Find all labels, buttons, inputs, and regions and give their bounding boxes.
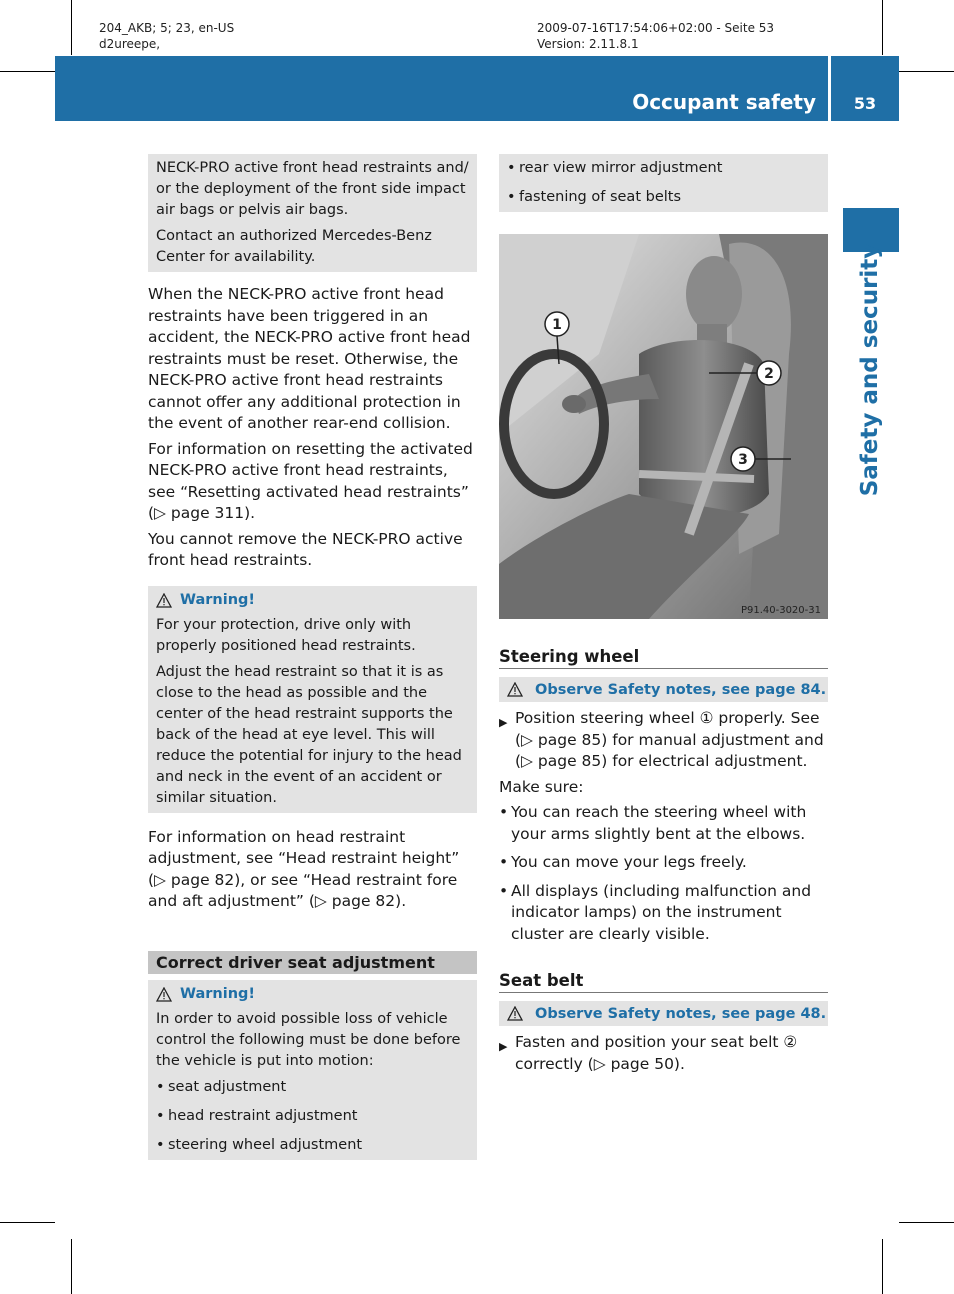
subsection-heading: Seat belt xyxy=(499,971,828,993)
list-item-text: fastening of seat belts xyxy=(519,189,682,205)
photo-reference-code: P91.40-3020-31 xyxy=(740,605,821,616)
warning-box xyxy=(148,586,477,813)
paragraph: For information on head restraint adjustment, see “Head restraint height” (▷ page 82), or see “Head restraint fore and aft adjustment” (▷ page 82). xyxy=(148,827,460,910)
instruction-step xyxy=(499,708,828,773)
warning-heading xyxy=(156,984,469,1005)
warning-continuation-box xyxy=(499,154,828,212)
body-text xyxy=(499,708,828,945)
subsection-heading: Steering wheel xyxy=(499,647,828,669)
seat-belt-section xyxy=(499,971,828,1075)
print-meta-left xyxy=(99,20,234,52)
warning-text: Adjust the head restraint so that it is as close to the head as possible and the center of the head restraint supports the back of the head at eye level. This will reduce the potential for injury to the head and neck in the event of an accident or similar situation. xyxy=(156,663,462,806)
right-column xyxy=(499,154,828,1075)
chapter-title: Occupant safety xyxy=(632,90,816,114)
list-item-text: rear view mirror adjustment xyxy=(519,160,723,176)
callout-label: 2 xyxy=(764,366,774,382)
list-item: • fastening of seat belts xyxy=(507,187,820,208)
list-item-text: You can move your legs freely. xyxy=(511,853,747,871)
warning-triangle-icon xyxy=(156,593,172,608)
paragraph: When the NECK-PRO active front head restraints have been triggered in an accident, the NECK-PRO active front head restraints must be reset. Otherwise, the NECK-PRO active front head restraints cannot offer any additional protection in the event of another rear-end collision. xyxy=(148,285,471,432)
warning-text: In order to avoid possible loss of vehicle control the following must be done before the vehicle is put into motion: xyxy=(156,1010,461,1069)
page-number-box xyxy=(831,56,899,121)
meta-line: 2009-07-16T17:54:06+02:00 - Seite 53 xyxy=(537,21,775,35)
warning-triangle-icon xyxy=(507,1006,523,1021)
warning-title: Warning! xyxy=(180,591,256,608)
crop-mark xyxy=(882,1239,883,1294)
crop-mark xyxy=(899,71,954,72)
body-text xyxy=(148,827,477,913)
list-item-text: steering wheel adjustment xyxy=(168,1136,363,1153)
list-item: • seat adjustment xyxy=(156,1077,469,1098)
crop-mark xyxy=(71,1239,72,1294)
list-item: • head restraint adjustment xyxy=(156,1106,469,1127)
body-text xyxy=(148,284,477,572)
body-text xyxy=(499,1032,828,1075)
list-item-text: You can reach the steering wheel with your arms slightly bent at the elbows. xyxy=(511,803,807,843)
crop-mark xyxy=(0,71,55,72)
list-item-text: All displays (including malfunction and indicator lamps) on the instrument cluster are clearly visible. xyxy=(511,881,812,943)
warning-title: Warning! xyxy=(180,985,256,1002)
crop-mark xyxy=(0,1222,55,1223)
warning-text: For your protection, drive only with properly positioned head restraints. xyxy=(156,616,416,654)
section-side-title: Safety and security xyxy=(857,243,883,497)
page-number: 53 xyxy=(853,94,877,113)
safety-note xyxy=(499,1001,828,1026)
paragraph: You cannot remove the NECK-PRO active front head restraints. xyxy=(148,529,463,569)
instruction-step xyxy=(499,1032,828,1075)
left-column xyxy=(148,154,477,1160)
print-meta-right xyxy=(537,20,774,52)
meta-line: 204_AKB; 5; 23, en-US xyxy=(99,21,235,35)
driver-seat-illustration xyxy=(499,234,828,619)
list-item: • You can move your legs freely. xyxy=(499,852,828,874)
info-text: Contact an authorized Mercedes-Benz Center for availability. xyxy=(156,228,432,265)
driver-seat-photo xyxy=(499,234,828,619)
step-text: Fasten and position your seat belt ② correctly (▷ page 50). xyxy=(515,1033,798,1073)
list-item-text: head restraint adjustment xyxy=(168,1107,358,1124)
meta-line: d2ureepe, xyxy=(99,37,161,51)
list-item: • steering wheel adjustment xyxy=(156,1135,469,1156)
info-box xyxy=(148,154,477,272)
list-item: • All displays (including malfunction and indicator lamps) on the instrument cluster are clearly visible. xyxy=(499,881,828,946)
step-arrow-icon: ▶ xyxy=(499,1040,508,1053)
paragraph: For information on resetting the activated NECK-PRO active front head restraints, see “Resetting activated head restraints” (▷ page 311). xyxy=(148,439,473,522)
list-item-text: seat adjustment xyxy=(168,1078,287,1095)
crop-mark xyxy=(882,0,883,55)
step-text: Position steering wheel ① properly. See (▷ page 85) for manual adjustment and (▷ page 85) for electrical adjustment. xyxy=(515,709,824,770)
warning-heading xyxy=(156,590,469,611)
step-arrow-icon: ▶ xyxy=(499,716,508,729)
info-text: NECK-PRO active front head restraints and/ or the deployment of the front side impact air bags or pelvis air bags. xyxy=(156,160,469,218)
list-item: • You can reach the steering wheel with your arms slightly bent at the elbows. xyxy=(499,802,828,845)
crop-mark xyxy=(899,1222,954,1223)
callout-label: 1 xyxy=(552,317,562,333)
crop-mark xyxy=(71,0,72,55)
warning-triangle-icon xyxy=(156,987,172,1002)
warning-triangle-icon xyxy=(507,682,523,697)
callout-label: 3 xyxy=(738,452,748,468)
paragraph: Make sure: xyxy=(499,777,584,796)
meta-line: Version: 2.11.8.1 xyxy=(537,37,639,51)
safety-note xyxy=(499,677,828,702)
steering-wheel-section xyxy=(499,647,828,945)
warning-box xyxy=(148,980,477,1160)
section-heading: Correct driver seat adjustment xyxy=(148,951,477,974)
safety-note-text: Observe Safety notes, see page 48. xyxy=(535,1005,827,1022)
safety-note-text: Observe Safety notes, see page 84. xyxy=(535,681,827,698)
header-band xyxy=(55,56,828,121)
list-item: • rear view mirror adjustment xyxy=(507,158,820,179)
